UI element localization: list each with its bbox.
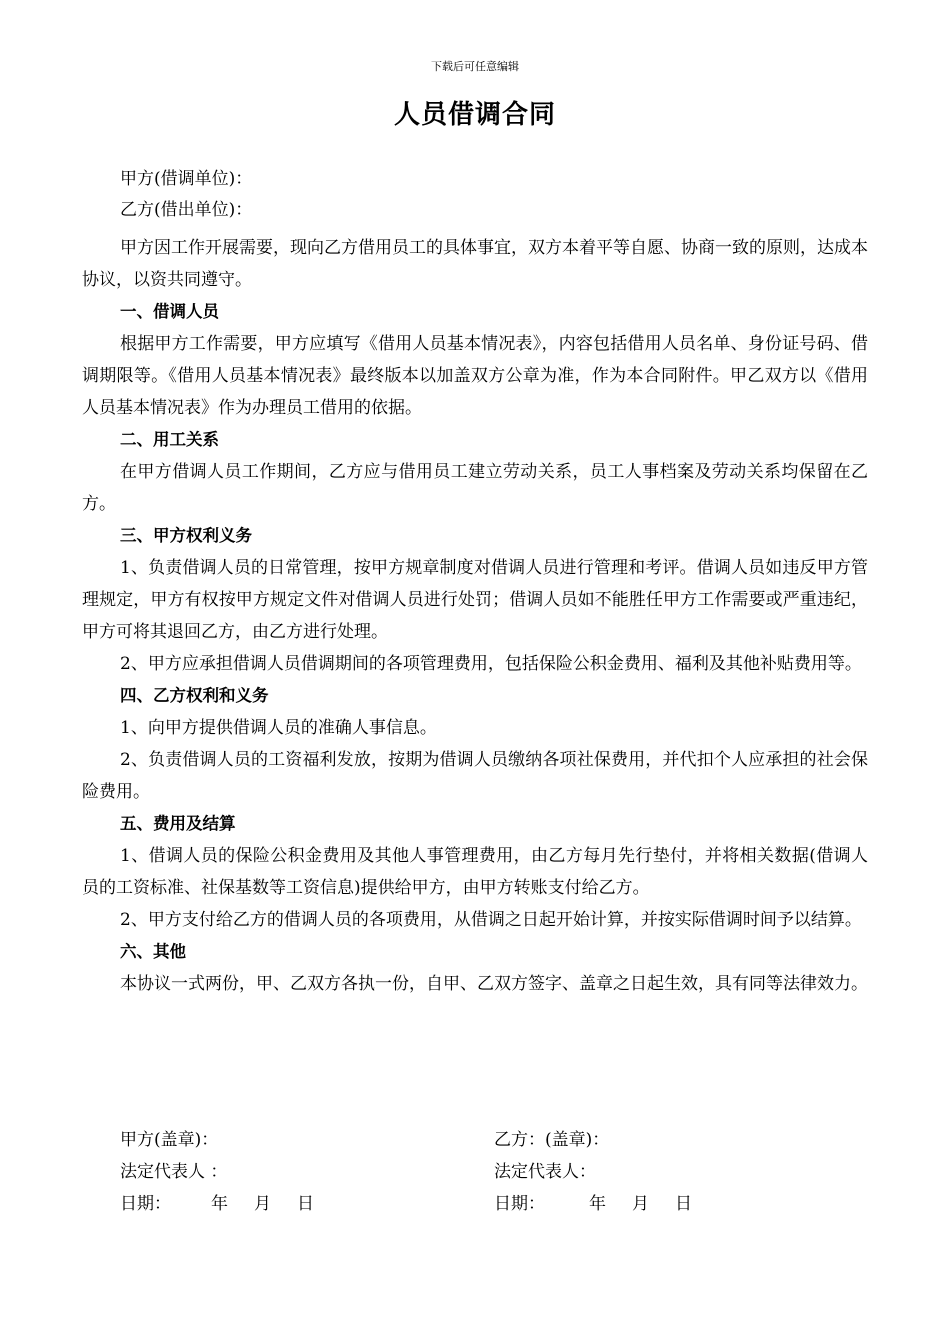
date-label: 日期： xyxy=(494,1194,545,1214)
document-body xyxy=(82,164,868,1000)
section-paragraph: 1、负责借调人员的日常管理，按甲方规章制度对借调人员进行管理和考评。借调人员如违反甲方管理规定，甲方有权按甲方规定文件对借调人员进行处罚；借调人员如不能胜任甲方工作需要或严重违纪，甲方可将其退回乙方，由乙方进行处理。 xyxy=(82,558,868,642)
section-paragraph: 1、借调人员的保险公积金费用及其他人事管理费用，由乙方每月先行垫付，并将相关数据(借调人员的工资标准、社保基数等工资信息)提供给甲方，由甲方转账支付给乙方。 xyxy=(82,846,868,898)
party-b-line: 乙方(借出单位)： xyxy=(120,200,253,220)
section-heading: 五、费用及结算 xyxy=(120,814,236,833)
section-heading: 六、其他 xyxy=(120,942,186,961)
party-b-seal: 乙方：(盖章)： xyxy=(494,1130,610,1150)
section-paragraph: 本协议一式两份，甲、乙双方各执一份，自甲、乙双方签字、盖章之日起生效，具有同等法律效力。 xyxy=(120,974,868,994)
section-paragraph: 2、负责借调人员的工资福利发放，按期为借调人员缴纳各项社保费用，并代扣个人应承担的社会保险费用。 xyxy=(82,750,868,802)
party-a-seal: 甲方(盖章)： xyxy=(120,1130,219,1150)
party-a-date xyxy=(120,1188,494,1220)
intro-paragraph: 甲方因工作开展需要，现向乙方借用员工的具体事宜，双方本着平等自愿、协商一致的原则，达成本协议，以资共同遵守。 xyxy=(82,238,868,290)
section-paragraph: 2、甲方应承担借调人员借调期间的各项管理费用，包括保险公积金费用、福利及其他补贴费用等。 xyxy=(120,654,862,674)
section-paragraph: 根据甲方工作需要，甲方应填写《借用人员基本情况表》，内容包括借用人员名单、身份证号码、借调期限等。《借用人员基本情况表》最终版本以加盖双方公章为准，作为本合同附件。甲乙双方以《借用人员基本情况表》作为办理员工借用的依据。 xyxy=(82,334,868,418)
section-paragraph: 2、甲方支付给乙方的借调人员的各项费用，从借调之日起开始计算，并按实际借调时间予以结算。 xyxy=(120,910,862,930)
party-b-representative: 法定代表人： xyxy=(494,1162,596,1182)
date-row xyxy=(120,1188,840,1220)
year-label: 年 xyxy=(211,1194,228,1214)
section-heading: 一、借调人员 xyxy=(120,302,219,321)
section-paragraph: 在甲方借调人员工作期间，乙方应与借用员工建立劳动关系，员工人事档案及劳动关系均保留在乙方。 xyxy=(82,462,868,514)
year-label: 年 xyxy=(589,1194,606,1214)
day-label: 日 xyxy=(675,1194,692,1214)
party-a-representative: 法定代表人 ： xyxy=(120,1162,228,1182)
section-heading: 三、甲方权利义务 xyxy=(120,526,252,545)
seal-row xyxy=(120,1124,840,1156)
party-a-line: 甲方(借调单位)： xyxy=(120,169,253,189)
party-b-date xyxy=(494,1188,692,1220)
section-paragraph: 1、向甲方提供借调人员的准确人事信息。 xyxy=(120,718,437,738)
month-label: 月 xyxy=(254,1194,271,1214)
header-note: 下载后可任意编辑 xyxy=(431,60,519,73)
day-label: 日 xyxy=(297,1194,314,1214)
section-heading: 四、乙方权利和义务 xyxy=(120,686,269,705)
date-label: 日期： xyxy=(120,1194,171,1214)
document-title: 人员借调合同 xyxy=(393,100,556,130)
representative-row xyxy=(120,1156,840,1188)
month-label: 月 xyxy=(632,1194,649,1214)
signature-block xyxy=(120,1124,840,1220)
section-heading: 二、用工关系 xyxy=(120,430,219,449)
